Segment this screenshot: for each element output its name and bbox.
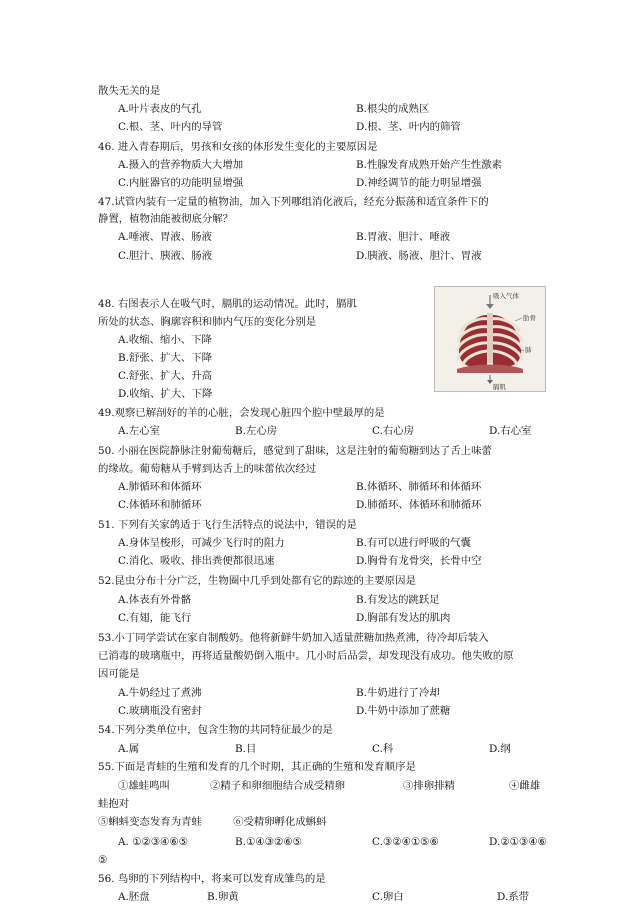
answer-option: B.有可以进行呼吸的气囊 xyxy=(356,537,471,549)
answer-option: A.体表有外骨骼 xyxy=(118,594,192,606)
answer-option: A. ①②③④⑥⑤ xyxy=(118,836,188,848)
answer-option: B.左心房 xyxy=(235,425,278,437)
answer-option: A.肺循环和体循环 xyxy=(118,481,202,493)
answer-option: C.卵白 xyxy=(372,891,404,903)
answer-option: C.消化、吸收、排出粪便都很迅速 xyxy=(118,555,275,567)
answer-option: C.舒张、扩大、升高 xyxy=(118,370,213,382)
question-text: 53.小丁同学尝试在家自制酸奶。他将新鲜牛奶加入适量蔗糖加热煮沸，待冷却后装入 xyxy=(98,632,489,644)
answer-option: D.胸骨有龙骨突，长骨中空 xyxy=(356,555,482,567)
question-text: 散失无关的是 xyxy=(98,85,161,97)
question-text: 蛙抱对 xyxy=(98,798,130,810)
answer-option: A.左心室 xyxy=(118,425,160,437)
answer-option: D.神经调节的能力明显增强 xyxy=(356,177,482,189)
answer-option: A.摄入的营养物质大大增加 xyxy=(118,159,244,171)
answer-option: C.科 xyxy=(372,743,394,755)
question-text: 51. 下列有关家鸽适于飞行生活特点的说法中，错误的是 xyxy=(98,519,357,531)
question-text: 所处的状态、胸廓容积和肺内气压的变化分别是 xyxy=(98,316,317,328)
label-inhaled-air: 吸入气体 xyxy=(493,292,519,300)
question-text: ⑤ xyxy=(98,854,108,866)
question-text: 48. 右图表示人在吸气时，膈肌的运动情况。此时，膈肌 xyxy=(98,298,357,310)
answer-option: B.舒张、扩大、下降 xyxy=(118,352,213,364)
answer-option: B.根尖的成熟区 xyxy=(356,103,430,115)
answer-option: C.胆汁、胰液、肠液 xyxy=(118,250,213,262)
answer-option: D.纲 xyxy=(489,743,511,755)
answer-option: A.身体呈梭形，可减少飞行时的阻力 xyxy=(118,537,285,549)
answer-option: B.①④③②⑥⑤ xyxy=(235,836,302,848)
answer-option: B.牛奶进行了冷却 xyxy=(356,687,440,699)
answer-option: D.系带 xyxy=(497,891,530,903)
answer-option: B.目 xyxy=(235,743,257,755)
answer-option: ③排卵排精 xyxy=(403,780,455,792)
label-diaphragm: 膈肌 xyxy=(493,383,506,391)
answer-option: B.有发达的跳跃足 xyxy=(356,594,440,606)
answer-option: D.胸部有发达的肌肉 xyxy=(356,612,451,624)
answer-option: D.右心室 xyxy=(489,425,532,437)
question-text: 47.试管内装有一定量的植物油，加入下列哪组消化液后，经充分振荡和适宜条件下的 xyxy=(98,196,489,208)
answer-option: D.②①③④⑥ xyxy=(489,836,547,848)
answer-option: ①雄蛙鸣叫 xyxy=(118,780,170,792)
label-rib: 肋骨 xyxy=(523,314,536,322)
answer-option: ②精子和卵细胞结合成受精卵 xyxy=(210,780,346,792)
answer-option: B.胃液、胆汁、唾液 xyxy=(356,231,451,243)
question-text: 静置，植物油能被彻底分解？ xyxy=(98,213,234,225)
answer-option: B.卵黄 xyxy=(207,891,239,903)
answer-option: D.胰液、肠液、胆汁、胃液 xyxy=(356,250,482,262)
answer-option: A.胚盘 xyxy=(118,891,150,903)
question-text: 56. 鸟卵的下列结构中，将来可以发育成雏鸟的是 xyxy=(98,873,326,885)
question-text: 已消毒的玻璃瓶中，再将适量酸奶倒入瓶中。几小时后品尝，却发现没有成功。他失败的原 xyxy=(98,650,514,662)
answer-option: A.叶片表皮的气孔 xyxy=(118,103,202,115)
answer-option: D.收缩、扩大、下降 xyxy=(118,388,213,400)
label-lung: 肺 xyxy=(525,346,532,354)
question-text: 52.昆虫分布十分广泛，生物圈中几乎到处都有它的踪迹的主要原因是 xyxy=(98,575,416,587)
question-text: 49.观察已解剖好的羊的心脏，会发现心脏四个腔中壁最厚的是 xyxy=(98,407,385,419)
diaphragm-figure xyxy=(434,286,546,392)
answer-option: A.牛奶经过了煮沸 xyxy=(118,687,202,699)
answer-option: C.玻璃瓶没有密封 xyxy=(118,705,202,717)
answer-option: ④雌雄 xyxy=(509,780,541,792)
question-text: 50. 小丽在医院静脉注射葡萄糖后，感觉到了甜味，这是注射的葡萄糖到达了舌上味蕾 xyxy=(98,445,492,457)
answer-option: D.根、茎、叶内的筛管 xyxy=(356,121,461,133)
question-text: 55.下面是青蛙的生殖和发育的几个时期，其正确的生殖和发育顺序是 xyxy=(98,761,416,773)
answer-option: A.唾液、胃液、肠液 xyxy=(118,231,212,243)
answer-option: B.体循环、肺循环和体循环 xyxy=(356,481,482,493)
ribcage-illustration xyxy=(435,287,545,391)
answer-option: C.根、茎、叶内的导管 xyxy=(118,121,223,133)
answer-option: C.③②④①⑤⑥ xyxy=(372,836,439,848)
answer-option: A.属 xyxy=(118,743,140,755)
answer-option: C.有翅，能飞行 xyxy=(118,612,192,624)
answer-option: C.内脏器官的功能明显增强 xyxy=(118,177,244,189)
question-text: 因可能是 xyxy=(98,668,140,680)
question-text: 的缘故。葡萄糖从手臂到达舌上的味蕾依次经过 xyxy=(98,463,317,475)
question-text: 54.下列分类单位中，包含生物的共同特征最少的是 xyxy=(98,724,333,736)
answer-option: C.体循环和肺循环 xyxy=(118,499,202,511)
answer-option: D.肺循环、体循环和肺循环 xyxy=(356,499,482,511)
answer-option: C.右心房 xyxy=(372,425,415,437)
answer-option: A.收缩、缩小、下降 xyxy=(118,334,212,346)
answer-option: B.性腺发育成熟开始产生性激素 xyxy=(356,159,503,171)
answer-option: D.牛奶中添加了蔗糖 xyxy=(356,705,451,717)
question-text: 46. 进入青春期后，男孩和女孩的体形发生变化的主要原因是 xyxy=(98,141,378,153)
question-text: ⑤蝌蚪变态发育为青蛙 ⑥受精卵孵化成蝌蚪 xyxy=(98,816,327,828)
